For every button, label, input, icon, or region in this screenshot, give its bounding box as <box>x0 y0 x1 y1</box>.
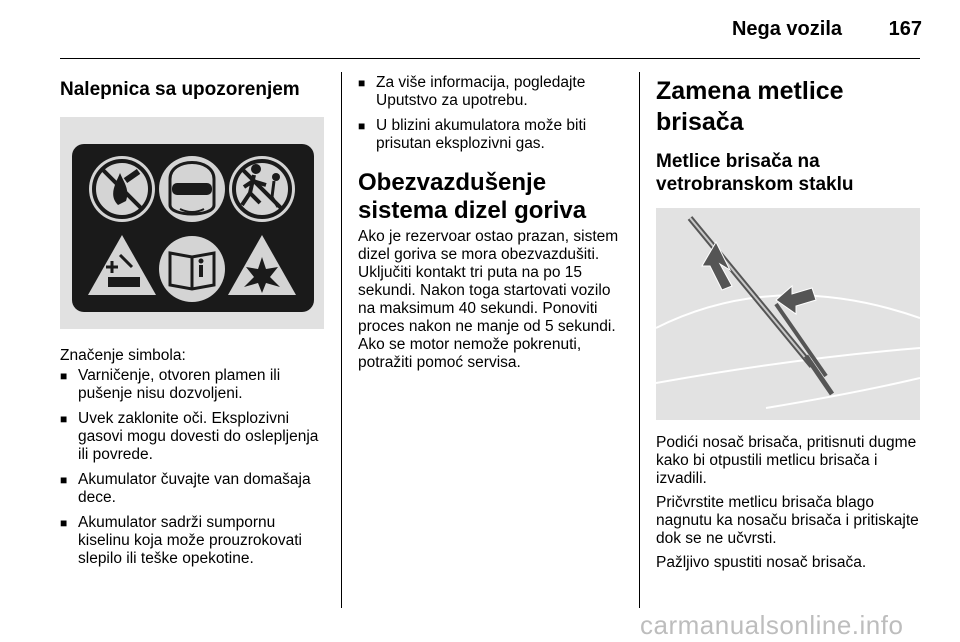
warning-label-illustration <box>60 117 324 329</box>
page-number: 167 <box>888 18 922 40</box>
wiper-figure <box>656 208 920 420</box>
column-wiper <box>656 70 920 572</box>
diesel-bleeding-paragraph: Ako je rezervoar ostao prazan, sistem dizel goriva se mora obezvazdušiti. Uključiti kontakt tri puta na po 15 sekundi. Nakon toga startovati vozilo na maksimum 40 sekundi. Ponoviti proces nakon ne manje od 5 sekundi. Ako se motor nemože pokrenuti, potražiti pomoć servisa. <box>358 228 619 371</box>
column-divider-left <box>341 72 342 608</box>
symbols-meaning-label: Značenje simbola: <box>60 347 186 364</box>
list-item: ■ Za više informacija, pogledajte Uputstvo za upotrebu. <box>358 74 626 110</box>
subsection-title-windscreen-wiper: Metlice brisača na vetrobranskom staklu <box>656 151 854 195</box>
wiper-illustration <box>656 208 920 420</box>
header-title: Nega vozila <box>731 18 842 40</box>
eye-protection-icon <box>159 156 225 222</box>
symbols-meaning-list <box>60 367 326 568</box>
list-item: ■ Varničenje, otvoren plamen ili pušenje nisu dozvoljeni. <box>60 367 326 403</box>
read-manual-icon <box>159 236 225 302</box>
list-item: ■ Akumulator čuvajte van domašaja dece. <box>60 471 326 507</box>
column-warning-label <box>60 70 326 568</box>
section-title-wiper-replacement: Zamena metlice brisača <box>656 77 844 136</box>
warning-label-figure <box>60 117 324 329</box>
column-divider-right <box>639 72 640 608</box>
section-heading-warning-label: Nalepnica sa upozorenjem <box>60 79 300 100</box>
list-item: ■ Uvek zaklonite oči. Eksplozivni gasovi mogu dovesti do oslepljenja ili povrede. <box>60 410 326 464</box>
wiper-step-1: Podići nosač brisača, pritisnuti dugme kako bi otpustili metlicu brisača i izvadili. <box>656 434 917 487</box>
manual-info-list <box>358 74 626 153</box>
keep-children-away-icon <box>229 156 295 222</box>
wiper-step-3: Pažljivo spustiti nosač brisača. <box>656 554 867 571</box>
no-fire-smoking-icon <box>89 156 155 222</box>
list-item: ■ U blizini akumulatora može biti prisutan eksplozivni gas. <box>358 117 626 153</box>
wiper-step-2: Pričvrstite metlicu brisača blago nagnutu ka nosaču brisača i pritiskajte dok se ne učvrsti. <box>656 494 919 547</box>
column-diesel <box>358 74 626 372</box>
watermark: carmanualsonline.info <box>640 610 904 640</box>
list-item: ■ Akumulator sadrži sumpornu kiselinu koja može prouzrokovati slepilo ili teške opekotine. <box>60 514 326 568</box>
header-rule <box>60 58 920 59</box>
section-title-diesel-bleeding: Obezvazdušenje sistema dizel goriva <box>358 169 587 224</box>
